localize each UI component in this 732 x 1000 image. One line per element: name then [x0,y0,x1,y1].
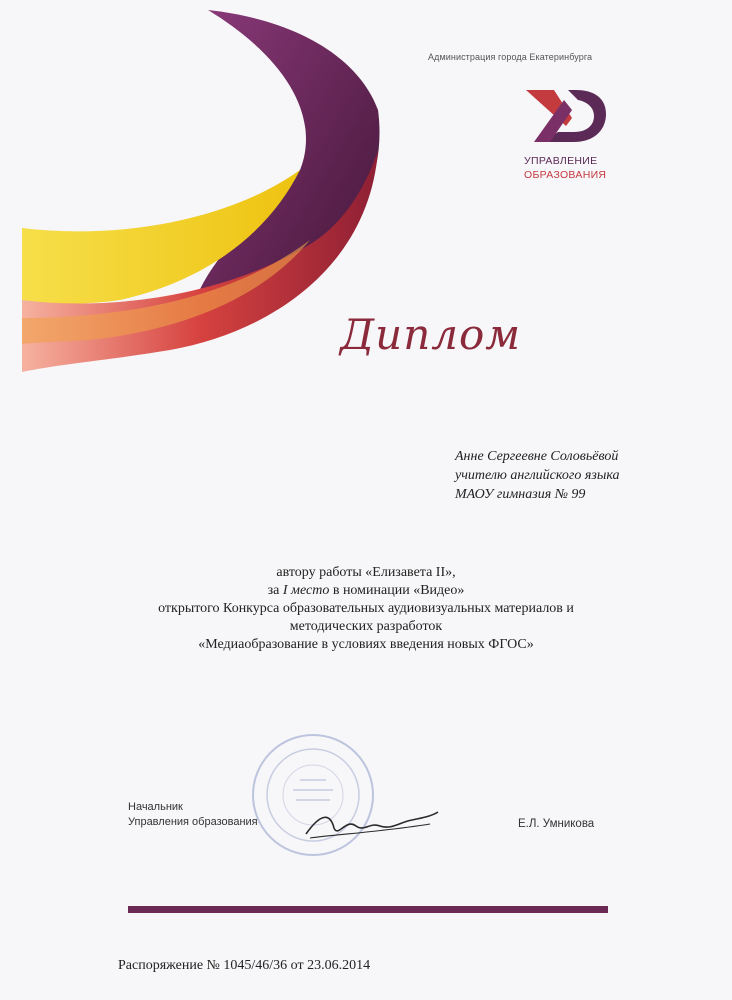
award-nomination: в номинации «Видео» [329,583,465,598]
footer-divider-bar [128,906,608,913]
order-reference: Распоряжение № 1045/46/36 от 23.06.2014 [118,958,371,973]
signatory-name: Е.Л. Умникова [518,818,595,830]
award-place: I место [282,583,330,598]
award-place-prefix: за [267,583,283,598]
administration-label: Администрация города Екатеринбурга [428,52,593,62]
signatory-role-line2: Управления образования [128,816,258,828]
recipient-school: МАОУ гимназия № 99 [455,487,586,502]
recipient-name: Анне Сергеевне Соловьёвой [455,449,619,464]
signatory-role [128,800,258,830]
award-line-contest-cont: методических разработок [289,619,443,634]
recipient-position: учителю английского языка [455,468,620,483]
logo-text-line1: УПРАВЛЕНИЕ [524,155,598,167]
award-line-contest: открытого Конкурса образовательных аудиовизуальных материалов и [158,601,574,616]
award-line-contest-name: «Медиаобразование в условиях введения новых ФГОС» [198,637,534,652]
diploma-title: Диплом [340,310,522,359]
award-line-place [100,582,632,600]
logo-text-line2: ОБРАЗОВАНИЯ [524,169,607,181]
decorative-swoosh [0,0,390,400]
handwritten-signature [300,804,440,844]
recipient-block [455,447,715,504]
signatory-role-line1: Начальник [128,801,183,813]
education-department-logo-icon [524,86,608,146]
award-line-work: автору работы «Елизавета II», [276,565,456,580]
award-text [100,564,632,654]
